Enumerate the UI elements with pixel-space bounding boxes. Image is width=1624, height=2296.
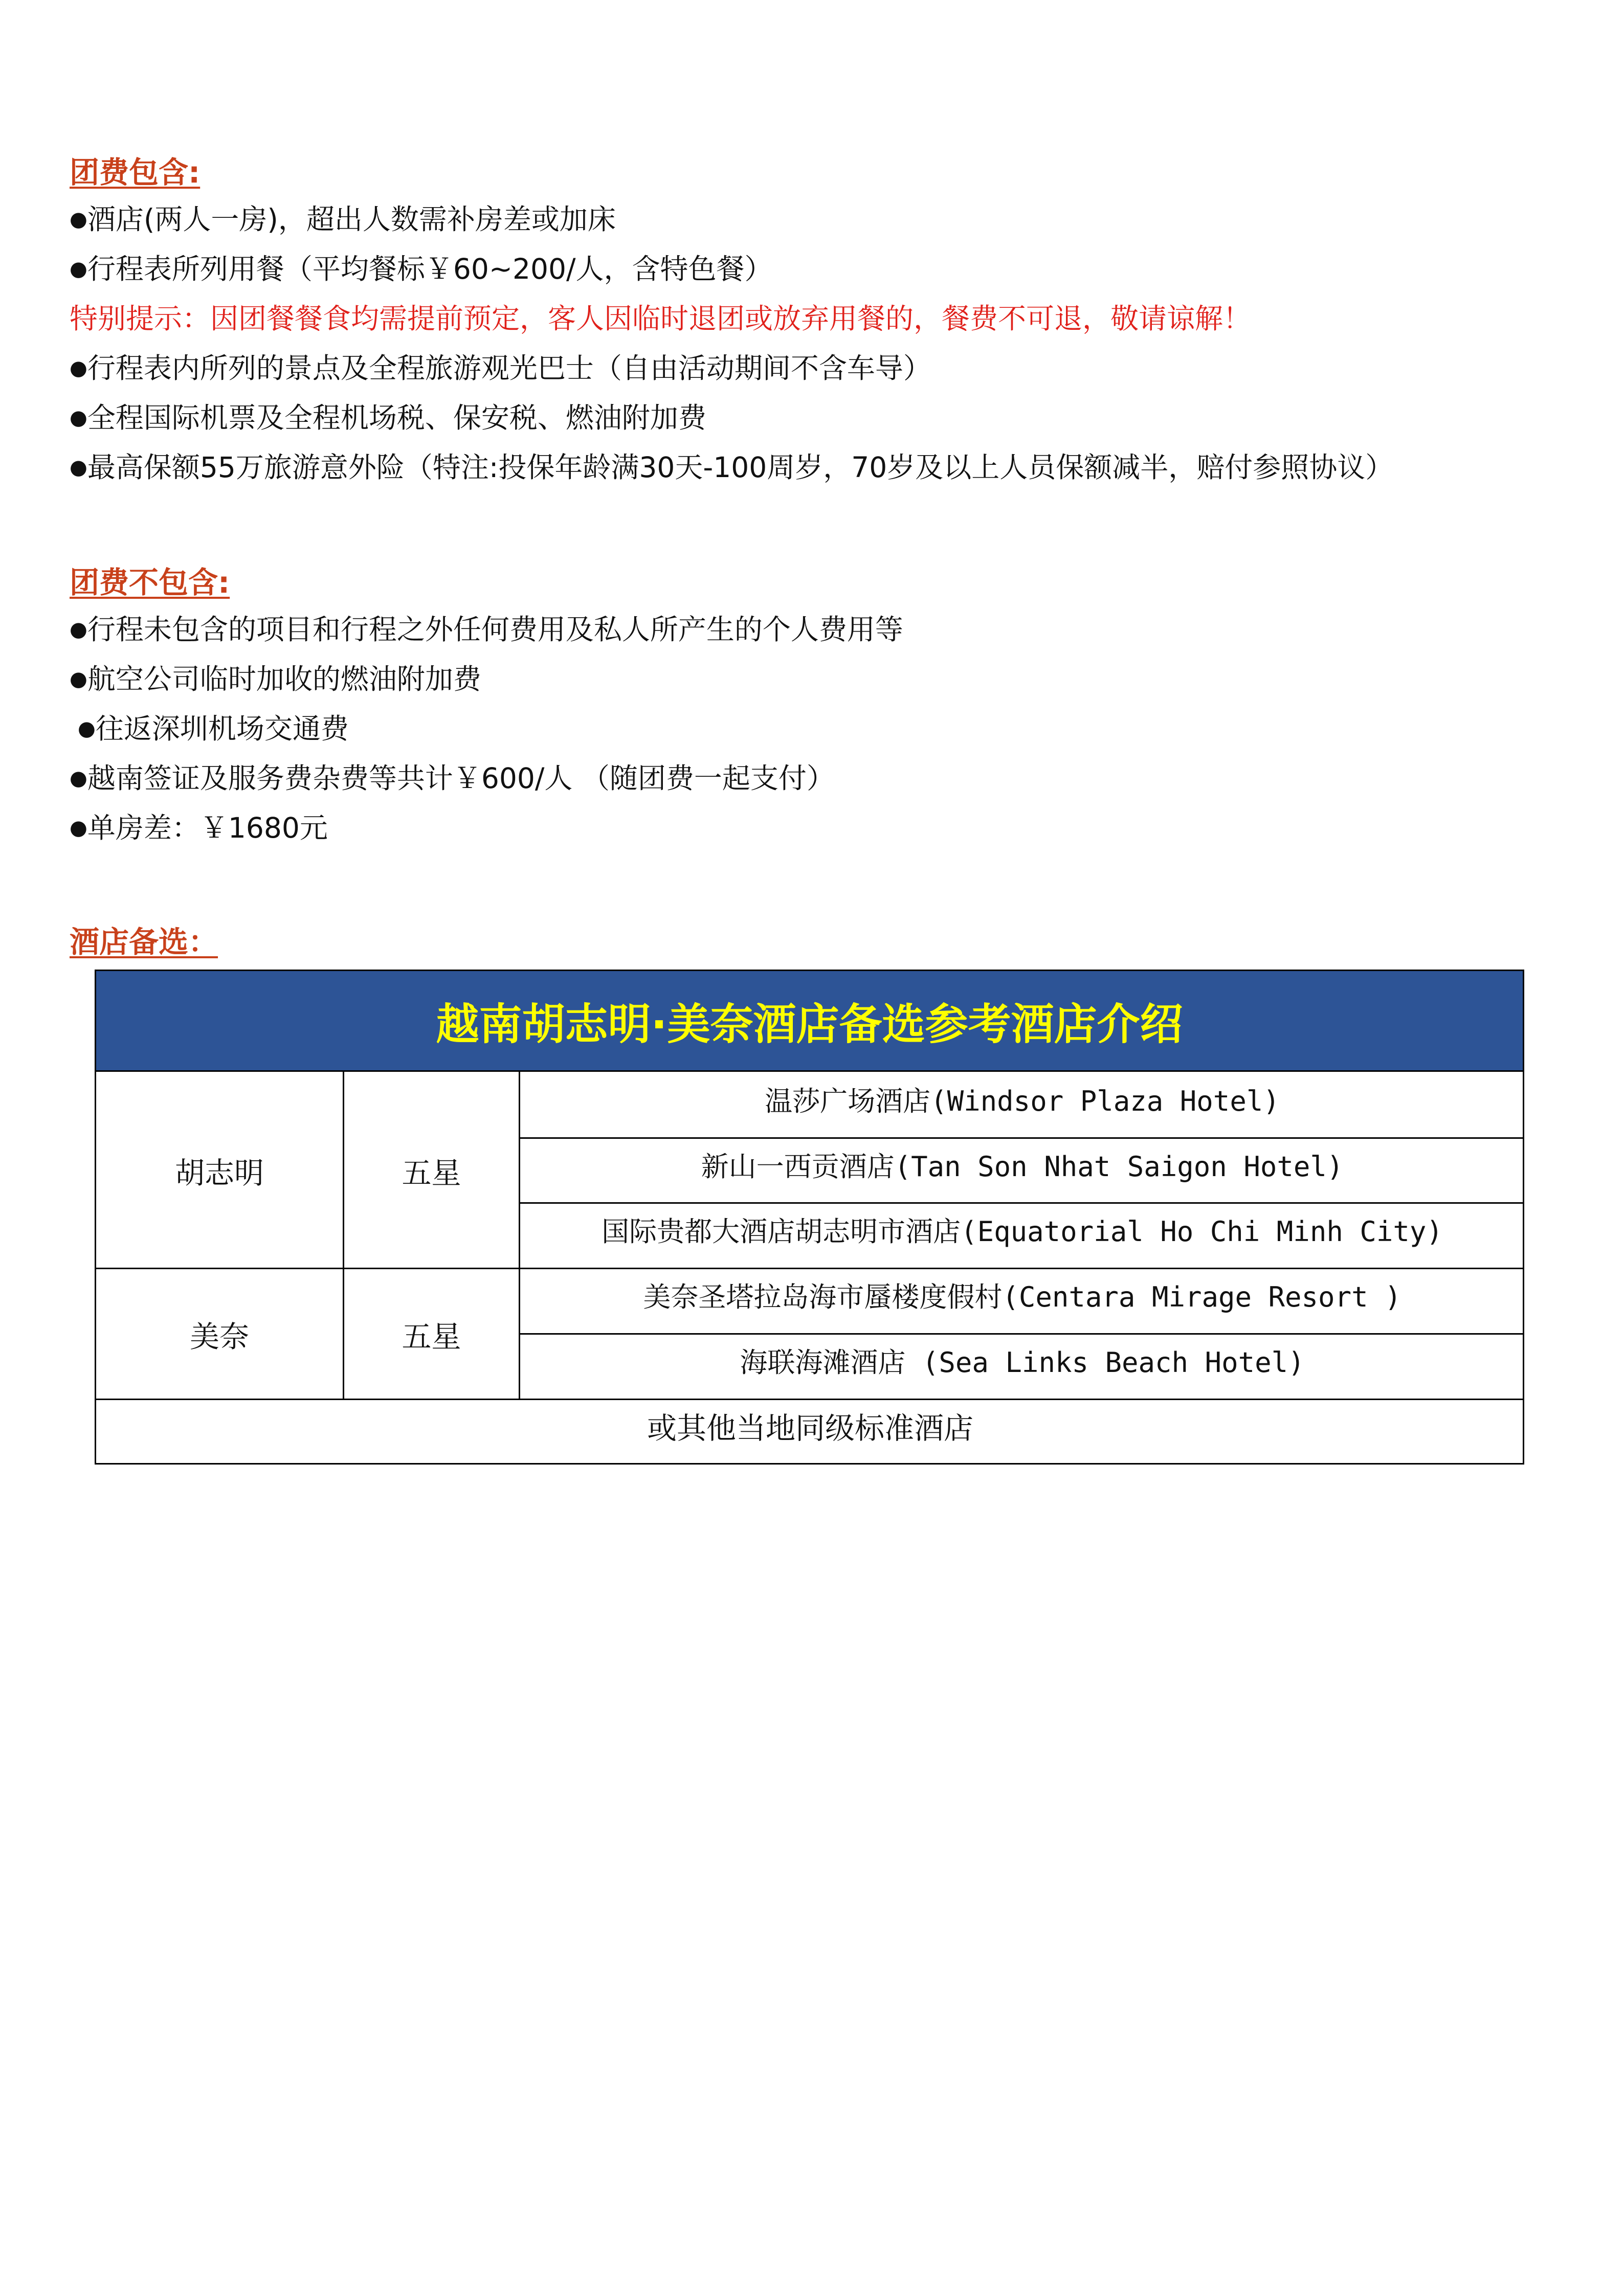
hotel-name-cell: 新山一西贡酒店(Tan Son Nhat Saigon Hotel) [701, 1150, 1344, 1183]
included-item: ●行程表内所列的景点及全程旅游观光巴士（自由活动期间不含车导） [70, 352, 931, 385]
excluded-item: ●往返深圳机场交通费 [78, 712, 349, 745]
table-footer: 或其他当地同级标准酒店 [647, 1411, 973, 1446]
rating-cell: 五星 [402, 1319, 461, 1354]
table-title: 越南胡志明·美奈酒店备选参考酒店介绍 [96, 971, 1523, 1072]
hotels-heading: 酒店备选： [70, 925, 218, 959]
hotel-name-cell: 海联海滩酒店 (Sea Links Beach Hotel) [740, 1346, 1305, 1379]
excluded-heading: 团费不包含: [70, 565, 230, 600]
included-item: ●最高保额55万旅游意外险（特注:投保年龄满30天-100周岁，70岁及以上人员保额减半，赔付参照协议） [70, 451, 1394, 484]
hotel-table [95, 970, 1524, 1465]
hotel-name-cell: 温莎广场酒店(Windsor Plaza Hotel) [765, 1085, 1280, 1117]
hotel-name-cell: 美奈圣塔拉岛海市蜃楼度假村(Centara Mirage Resort ) [643, 1280, 1401, 1313]
hotel-name-cell: 国际贵都大酒店胡志明市酒店(Equatorial Ho Chi Minh City) [602, 1215, 1443, 1248]
included-heading: 团费包含: [70, 155, 201, 190]
special-notice: 特别提示：因团餐餐食均需提前预定，客人因临时退团或放弃用餐的，餐费不可退，敬请谅解！ [70, 302, 1252, 335]
excluded-item: ●越南签证及服务费杂费等共计￥600/人 （随团费一起支付） [70, 762, 835, 795]
city-cell: 胡志明 [174, 1156, 264, 1190]
excluded-item: ●行程未包含的项目和行程之外任何费用及私人所产生的个人费用等 [70, 613, 903, 646]
included-item: ●全程国际机票及全程机场税、保安税、燃油附加费 [70, 401, 706, 434]
rating-cell: 五星 [402, 1156, 461, 1190]
excluded-item: ●航空公司临时加收的燃油附加费 [70, 663, 481, 695]
included-item: ●酒店(两人一房)，超出人数需补房差或加床 [70, 203, 616, 236]
excluded-item: ●单房差：￥1680元 [70, 812, 328, 844]
city-cell: 美奈 [189, 1319, 249, 1354]
included-item: ●行程表所列用餐（平均餐标￥60~200/人，含特色餐） [70, 253, 773, 285]
